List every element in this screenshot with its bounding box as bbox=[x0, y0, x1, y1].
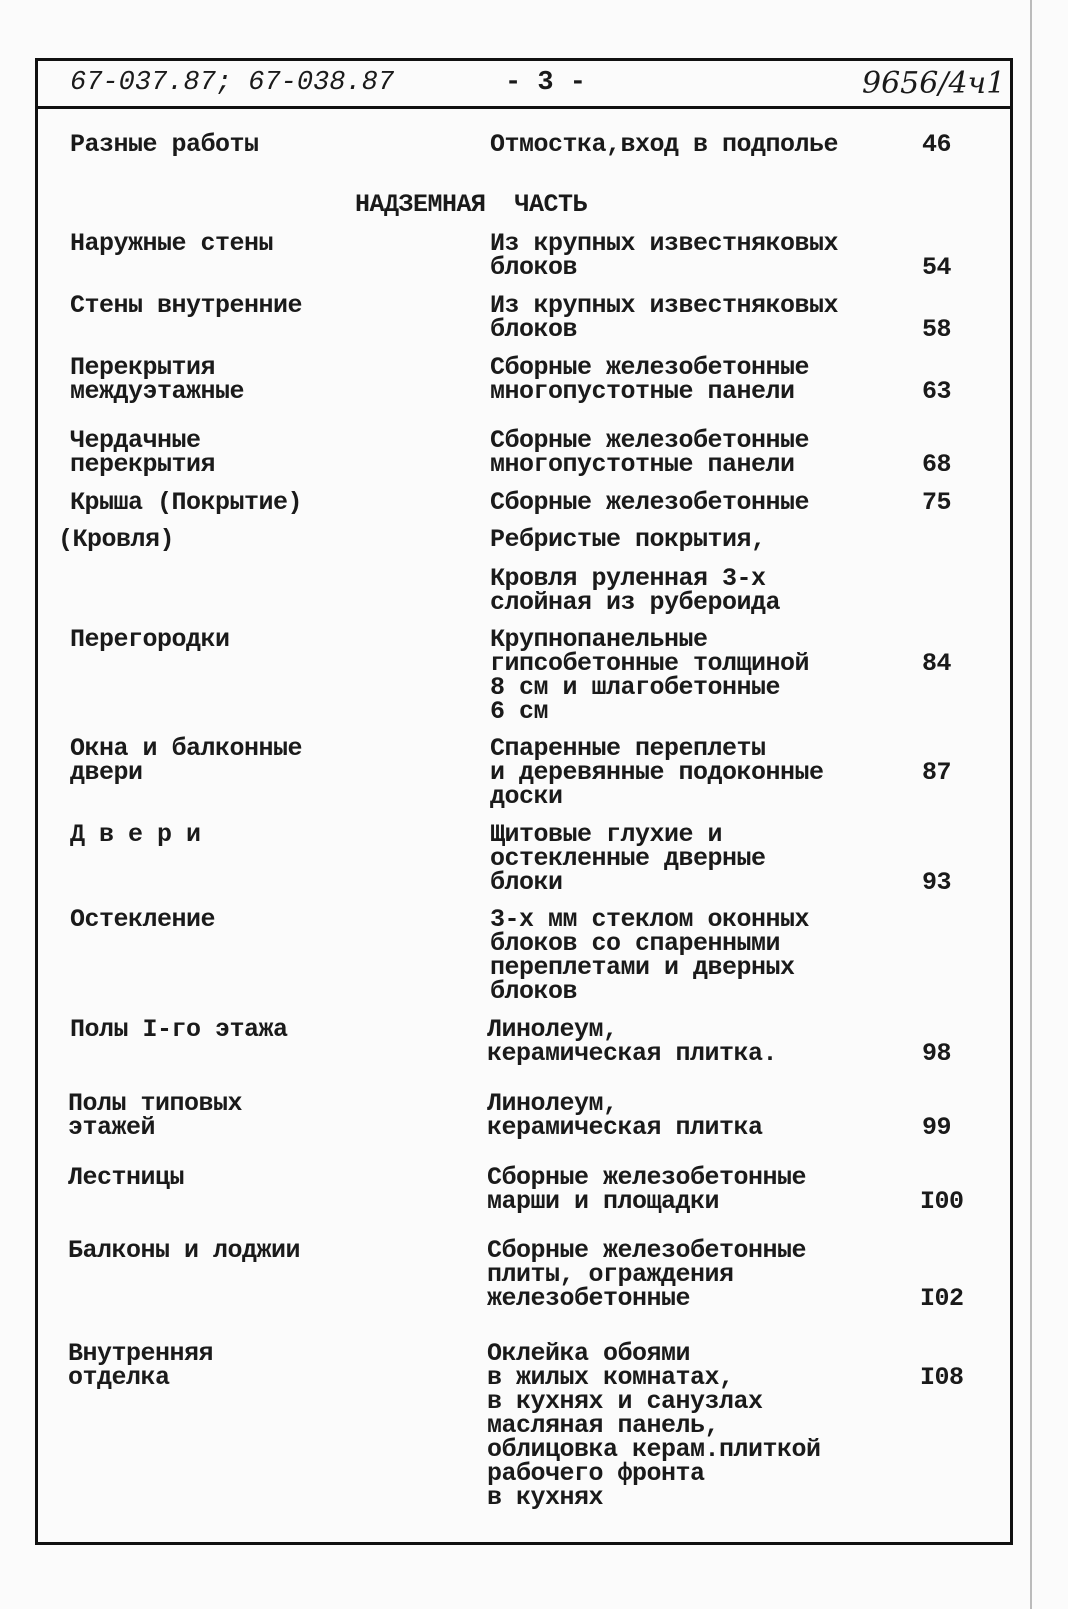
element-name: этажей bbox=[68, 1113, 156, 1142]
element-description: Сборные железобетонные bbox=[487, 1236, 807, 1265]
element-name: Внутренняя bbox=[68, 1339, 214, 1368]
element-description: слойная из рубероида bbox=[490, 588, 781, 617]
element-description: блоков со спаренными bbox=[490, 929, 781, 958]
header-divider bbox=[35, 106, 1013, 109]
element-name: Перегородки bbox=[70, 625, 230, 654]
element-description: гипсобетонные толщиной bbox=[490, 649, 810, 678]
element-description: 8 см и шлагобетонные bbox=[490, 673, 781, 702]
element-description: Ребристые покрытия, bbox=[490, 525, 766, 554]
element-description: Крупнопанельные bbox=[490, 625, 708, 654]
section-heading: НАДЗЕМНАЯ ЧАСТЬ bbox=[355, 190, 588, 219]
element-description: в жилых комнатах, bbox=[487, 1363, 734, 1392]
inventory-number: 9656/4ч1 bbox=[862, 66, 1006, 101]
element-description: переплетами и дверных bbox=[490, 953, 795, 982]
element-description: Из крупных известняковых bbox=[490, 291, 839, 320]
element-description: рабочего фронта bbox=[487, 1459, 705, 1488]
element-name: отделка bbox=[68, 1363, 170, 1392]
page-reference: 93 bbox=[922, 868, 952, 897]
page-reference: 58 bbox=[922, 315, 952, 344]
element-name: Чердачные bbox=[70, 426, 201, 455]
element-description: масляная панель, bbox=[487, 1411, 720, 1440]
page-reference: 63 bbox=[922, 377, 952, 406]
element-description: и деревянные подоконные bbox=[490, 758, 824, 787]
page-reference: I08 bbox=[920, 1363, 964, 1392]
element-description: плиты, ограждения bbox=[487, 1260, 734, 1289]
element-description: 6 см bbox=[490, 697, 549, 726]
element-name: Наружные стены bbox=[70, 229, 274, 258]
element-description: остекленные дверные bbox=[490, 844, 766, 873]
page-reference: 46 bbox=[922, 130, 952, 159]
element-name: Стены внутренние bbox=[70, 291, 303, 320]
page-number: - 3 - bbox=[505, 68, 587, 98]
page-reference: 75 bbox=[922, 488, 952, 517]
element-description: Линолеум, bbox=[487, 1089, 618, 1118]
element-description: 3-х мм стеклом оконных bbox=[490, 905, 810, 934]
element-name: Полы типовых bbox=[68, 1089, 243, 1118]
page-reference: 98 bbox=[922, 1039, 952, 1068]
page-reference: 87 bbox=[922, 758, 952, 787]
page-reference: 68 bbox=[922, 450, 952, 479]
element-description: керамическая плитка. bbox=[487, 1039, 778, 1068]
element-description: Линолеум, bbox=[487, 1015, 618, 1044]
element-name: Окна и балконные bbox=[70, 734, 303, 763]
element-description: доски bbox=[490, 782, 563, 811]
element-name: Перекрытия bbox=[70, 353, 216, 382]
element-name: междуэтажные bbox=[70, 377, 245, 406]
element-description: Отмостка,вход в подполье bbox=[490, 130, 839, 159]
element-description: многопустотные панели bbox=[490, 450, 795, 479]
element-description: блоков bbox=[490, 253, 578, 282]
element-description: Спаренные переплеты bbox=[490, 734, 766, 763]
element-name: (Кровля) bbox=[58, 525, 175, 554]
element-description: Кровля руленная 3-х bbox=[490, 564, 766, 593]
element-description: марши и площадки bbox=[487, 1187, 720, 1216]
element-description: в кухнях bbox=[487, 1483, 604, 1512]
element-name: перекрытия bbox=[70, 450, 216, 479]
page-reference: 84 bbox=[922, 649, 952, 678]
element-name: Разные работы bbox=[70, 130, 259, 159]
element-description: многопустотные панели bbox=[490, 377, 795, 406]
element-description: блоков bbox=[490, 315, 578, 344]
element-description: Сборные железобетонные bbox=[490, 426, 810, 455]
page-reference: I00 bbox=[920, 1187, 964, 1216]
element-name: Д в е р и bbox=[70, 820, 201, 849]
element-description: блоки bbox=[490, 868, 563, 897]
page-reference: 54 bbox=[922, 253, 952, 282]
element-name: Крыша (Покрытие) bbox=[70, 488, 303, 517]
element-name: Полы I-го этажа bbox=[70, 1015, 288, 1044]
element-description: Сборные железобетонные bbox=[490, 353, 810, 382]
element-description: Сборные железобетонные bbox=[490, 488, 810, 517]
element-description: облицовка керам.плиткой bbox=[487, 1435, 821, 1464]
element-description: Сборные железобетонные bbox=[487, 1163, 807, 1192]
element-description: блоков bbox=[490, 977, 578, 1006]
element-description: Оклейка обоями bbox=[487, 1339, 691, 1368]
element-name: Лестницы bbox=[68, 1163, 185, 1192]
page-edge bbox=[1030, 0, 1032, 1609]
page-reference: 99 bbox=[922, 1113, 952, 1142]
element-description: железобетонные bbox=[487, 1284, 691, 1313]
element-name: Остекление bbox=[70, 905, 216, 934]
element-name: двери bbox=[70, 758, 143, 787]
page-reference: I02 bbox=[920, 1284, 964, 1313]
element-name: Балконы и лоджии bbox=[68, 1236, 301, 1265]
element-description: в кухнях и санузлах bbox=[487, 1387, 763, 1416]
element-description: Щитовые глухие и bbox=[490, 820, 723, 849]
element-description: керамическая плитка bbox=[487, 1113, 763, 1142]
document-code: 67-037.87; 67-038.87 bbox=[70, 68, 395, 98]
element-description: Из крупных известняковых bbox=[490, 229, 839, 258]
